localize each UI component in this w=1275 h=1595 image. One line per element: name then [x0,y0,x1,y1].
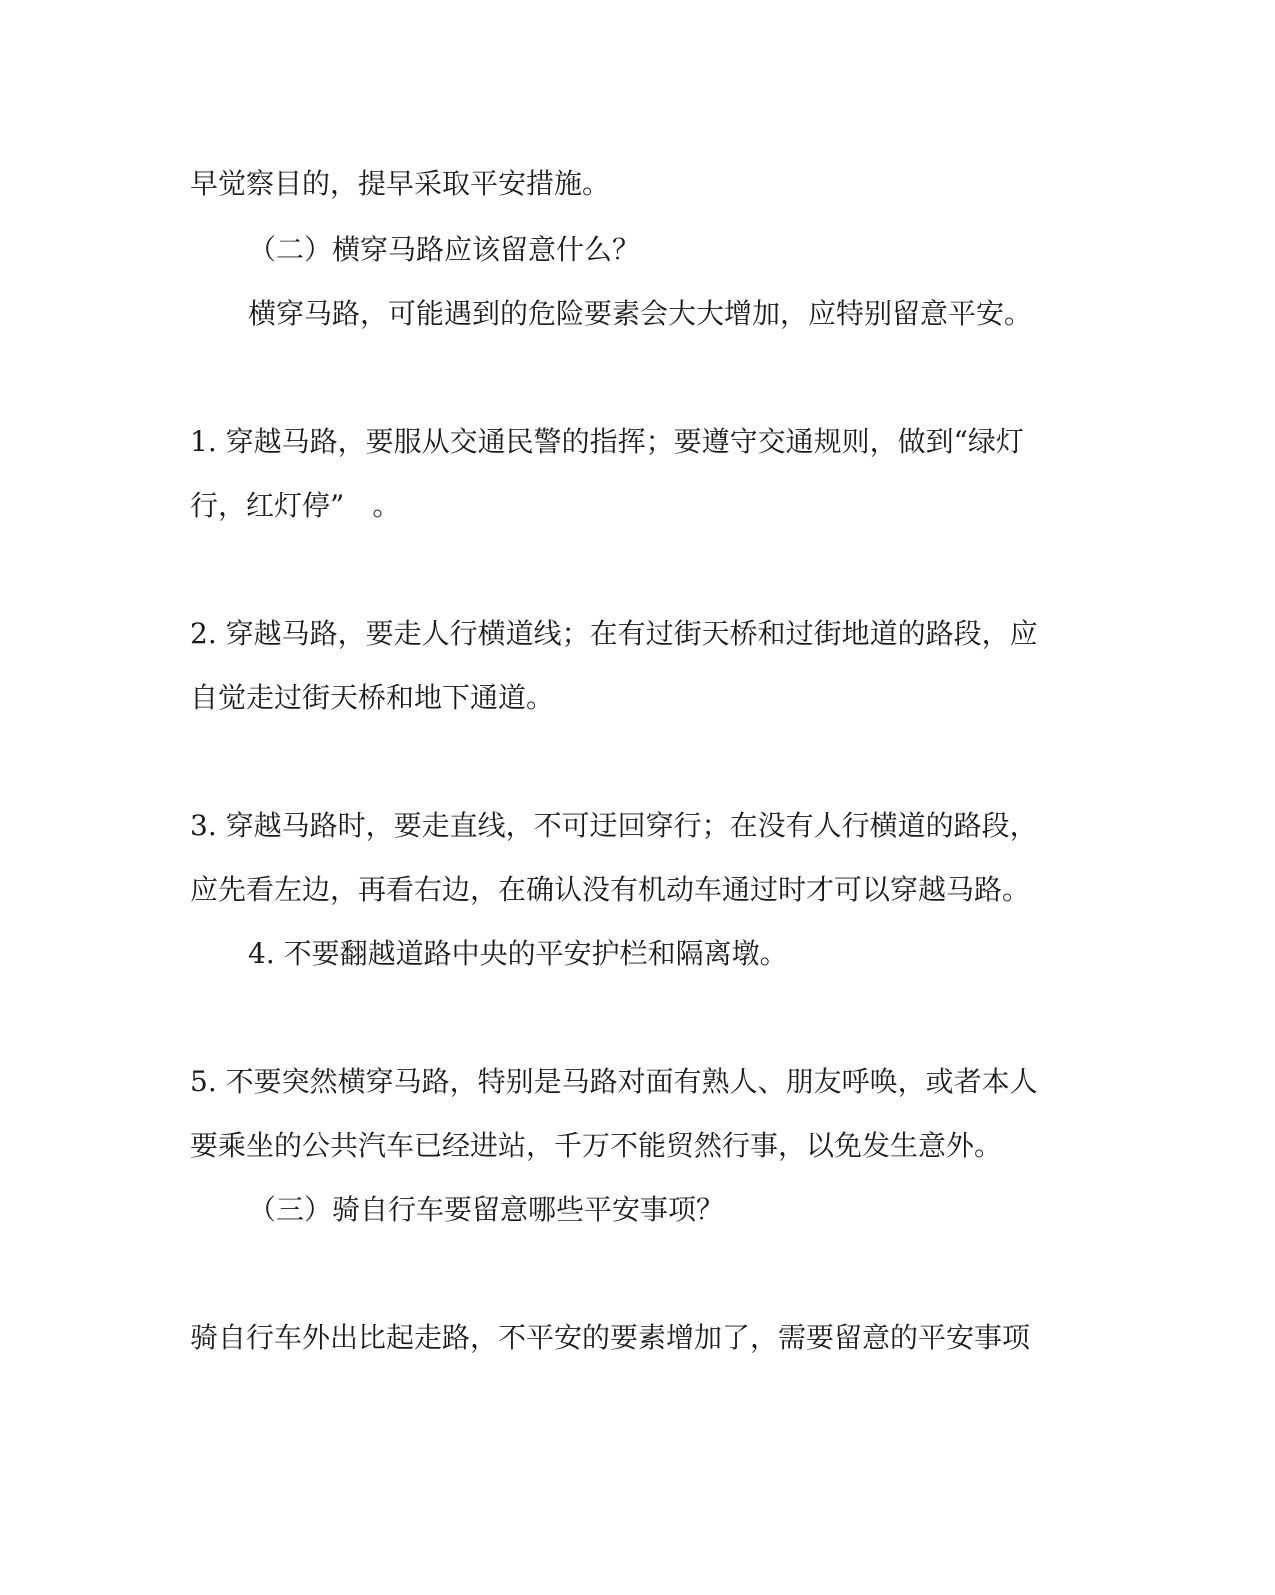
section-heading-2: （二）横穿马路应该留意什么？ [248,233,641,266]
list-item-3-line-1: 3. 穿越马路时，要走直线，不可迂回穿行；在没有人行横道的路段， [190,809,1038,842]
list-item-2-line-2: 自觉走过街天桥和地下通道。 [190,681,555,714]
list-item-5-line-1: 5. 不要突然横穿马路，特别是马路对面有熟人、朋友呼唤，或者本人 [190,1065,1038,1098]
list-item-2-line-1: 2. 穿越马路，要走人行横道线；在有过街天桥和过街地道的路段，应 [190,617,1038,650]
list-item-4: 4. 不要翻越道路中央的平安护栏和隔离墩。 [248,937,788,970]
list-item-3-line-2: 应先看左边，再看右边，在确认没有机动车通过时才可以穿越马路。 [190,873,1031,906]
list-item-1-line-2: 行，红灯停” 。 [190,489,401,522]
text-line-1: 早觉察目的，提早采取平安措施。 [190,167,611,200]
text-line-3: 横穿马路，可能遇到的危险要素会大大增加，应特别留意平安。 [248,297,1033,330]
section-heading-3: （三）骑自行车要留意哪些平安事项？ [248,1193,725,1226]
text-line-14: 骑自行车外出比起走路，不平安的要素增加了，需要留意的平安事项 [190,1321,1031,1354]
list-item-5-line-2: 要乘坐的公共汽车已经进站，千万不能贸然行事，以免发生意外。 [190,1129,1003,1162]
list-item-1-line-1: 1. 穿越马路，要服从交通民警的指挥；要遵守交通规则，做到“绿灯 [190,425,1024,458]
